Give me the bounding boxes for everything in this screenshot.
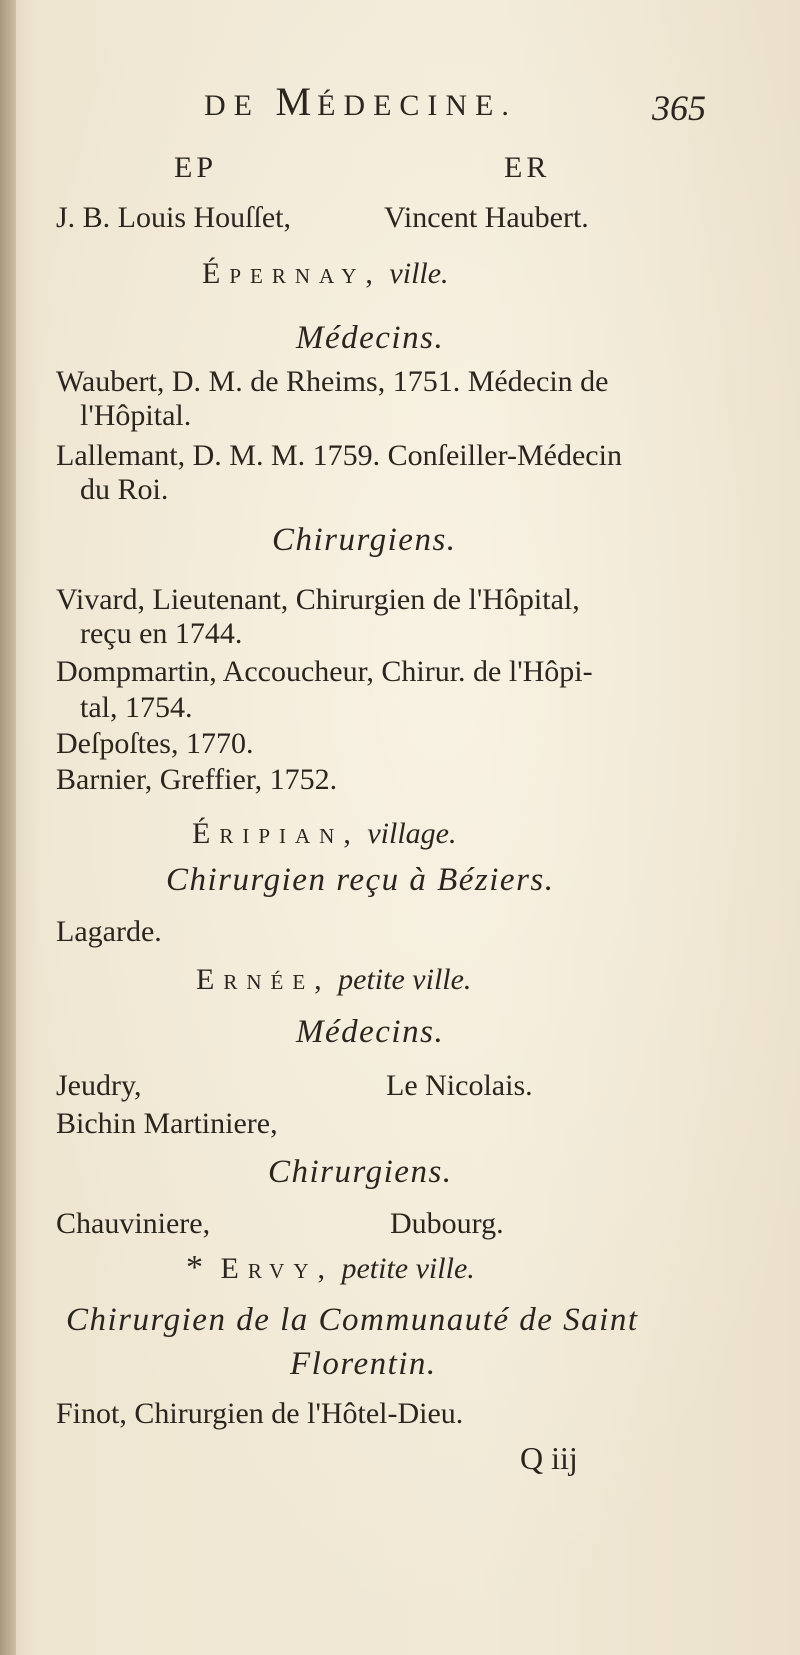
entry-dompmartin-line1: Dompmartin, Accoucheur, Chirur. de l'Hôpi-: [56, 655, 593, 688]
entry-bichin: Bichin Martiniere,: [56, 1107, 278, 1140]
page-gutter: [0, 0, 16, 1655]
entry-vivard-line2: reçu en 1744.: [80, 617, 243, 650]
signature-mark: Q iij: [520, 1440, 578, 1476]
section-heading-chirurgien-beziers: Chirurgien reçu à Béziers.: [166, 862, 555, 898]
place-name-epernay: Épernay,: [202, 257, 382, 290]
entry-houssey: J. B. Louis Houſſet,: [56, 201, 292, 234]
entry-despostes: Deſpoſtes, 1770.: [56, 727, 254, 760]
entry-lallemant-line2: du Roi.: [80, 473, 169, 506]
entry-finot: Finot, Chirurgien de l'Hôtel-Dieu.: [56, 1397, 464, 1430]
section-heading-medecins: Médecins.: [296, 320, 445, 356]
entry-chauviniere: Chauviniere,: [56, 1207, 211, 1240]
place-kind-epernay: ville.: [389, 257, 449, 290]
place-name-eripian: Éripian,: [192, 817, 360, 850]
running-head: [204, 79, 517, 124]
asterisk-mark: *: [186, 1249, 203, 1286]
running-head-de: DE: [204, 89, 260, 122]
entry-dubourg: Dubourg.: [390, 1207, 504, 1240]
entry-dompmartin-line2: tal, 1754.: [80, 691, 193, 724]
place-kind-eripian: village.: [367, 817, 457, 850]
entry-waubert-line1: Waubert, D. M. de Rheims, 1751. Médecin de: [56, 365, 609, 398]
catchword-right: ER: [504, 151, 551, 184]
section-heading-medecins-2: Médecins.: [296, 1014, 445, 1050]
section-heading-chirurgien-communaute-line2: Florentin.: [290, 1346, 437, 1382]
entry-le-nicolais: Le Nicolais.: [386, 1069, 533, 1102]
catchword-left: EP: [174, 151, 218, 184]
entry-jeudry: Jeudry,: [56, 1069, 142, 1102]
place-kind-ervy: petite ville.: [341, 1252, 475, 1285]
section-heading-chirurgien-communaute-line1: Chirurgien de la Communauté de Saint: [66, 1302, 639, 1338]
place-heading-ervy: [186, 1250, 475, 1287]
running-head-rest: ÉDECINE.: [317, 89, 517, 122]
section-heading-chirurgiens-2: Chirurgiens.: [268, 1154, 453, 1190]
place-heading-ernee: [196, 962, 471, 998]
place-heading-epernay: [202, 256, 449, 292]
place-kind-ernee: petite ville.: [338, 963, 472, 996]
page-number: 365: [652, 88, 706, 128]
entry-lagarde: Lagarde.: [56, 915, 162, 948]
entry-lallemant-line1: Lallemant, D. M. M. 1759. Conſeiller-Médecin: [56, 439, 622, 472]
entry-waubert-line2: l'Hôpital.: [80, 399, 192, 432]
place-name-ervy: Ervy,: [220, 1252, 334, 1285]
section-heading-chirurgiens: Chirurgiens.: [272, 522, 457, 558]
place-heading-eripian: [192, 816, 456, 852]
running-head-m: M: [275, 79, 318, 124]
entry-haubert: Vincent Haubert.: [384, 201, 589, 234]
entry-vivard-line1: Vivard, Lieutenant, Chirurgien de l'Hôpital,: [56, 583, 580, 616]
place-name-ernee: Ernée,: [196, 963, 331, 996]
entry-barnier: Barnier, Greffier, 1752.: [56, 763, 338, 796]
